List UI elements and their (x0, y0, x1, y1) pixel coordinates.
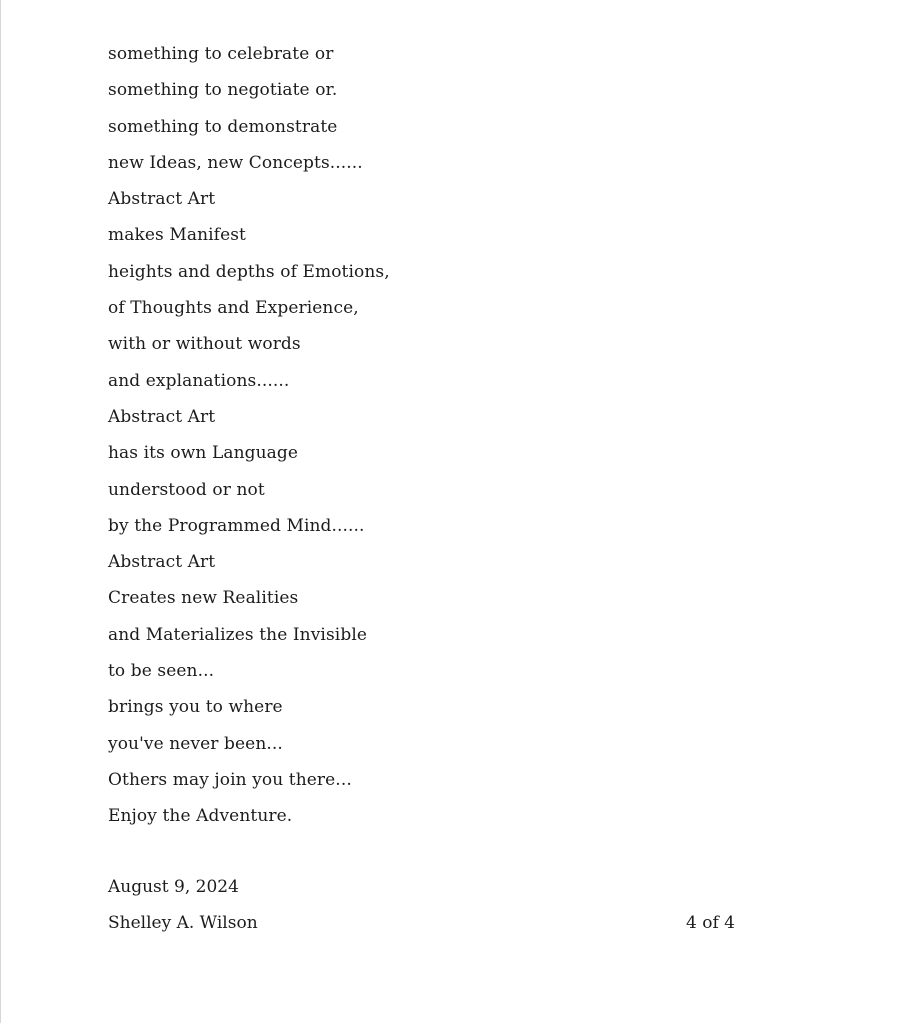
poem-line: makes Manifest (108, 225, 246, 246)
poem-line: Abstract Art (108, 552, 216, 573)
poem-line: Creates new Realities (108, 588, 299, 609)
poem-line: Enjoy the Adventure. (108, 806, 293, 827)
poem-line: by the Programmed Mind...... (108, 515, 365, 536)
poem-line: has its own Language (108, 443, 299, 464)
poem-line: you've never been... (108, 733, 283, 754)
poem-line: Others may join you there... (108, 769, 352, 790)
poem-line: of Thoughts and Experience, (108, 298, 359, 319)
page-number: 4 of 4 (686, 913, 735, 933)
poem-line: heights and depths of Emotions, (108, 261, 390, 282)
poem-line: Abstract Art (108, 406, 216, 427)
poem-line: to be seen... (108, 661, 215, 682)
poem-line: something to demonstrate (108, 116, 338, 137)
poem-line: and Materializes the Invisible (108, 624, 368, 645)
poem-line: something to negotiate or. (108, 80, 338, 101)
author-signature: Shelley A. Wilson (108, 913, 258, 933)
poem-line: and explanations...... (108, 370, 290, 391)
poem-line: something to celebrate or (108, 44, 334, 64)
poem-body (108, 40, 390, 839)
poem-line: with or without words (108, 334, 301, 355)
date-line: August 9, 2024 (108, 877, 239, 897)
poem-line: Abstract Art (108, 189, 216, 210)
poem-line: brings you to where (108, 697, 283, 718)
poem-line: understood or not (108, 479, 265, 500)
poem-line: new Ideas, new Concepts...... (108, 152, 363, 173)
